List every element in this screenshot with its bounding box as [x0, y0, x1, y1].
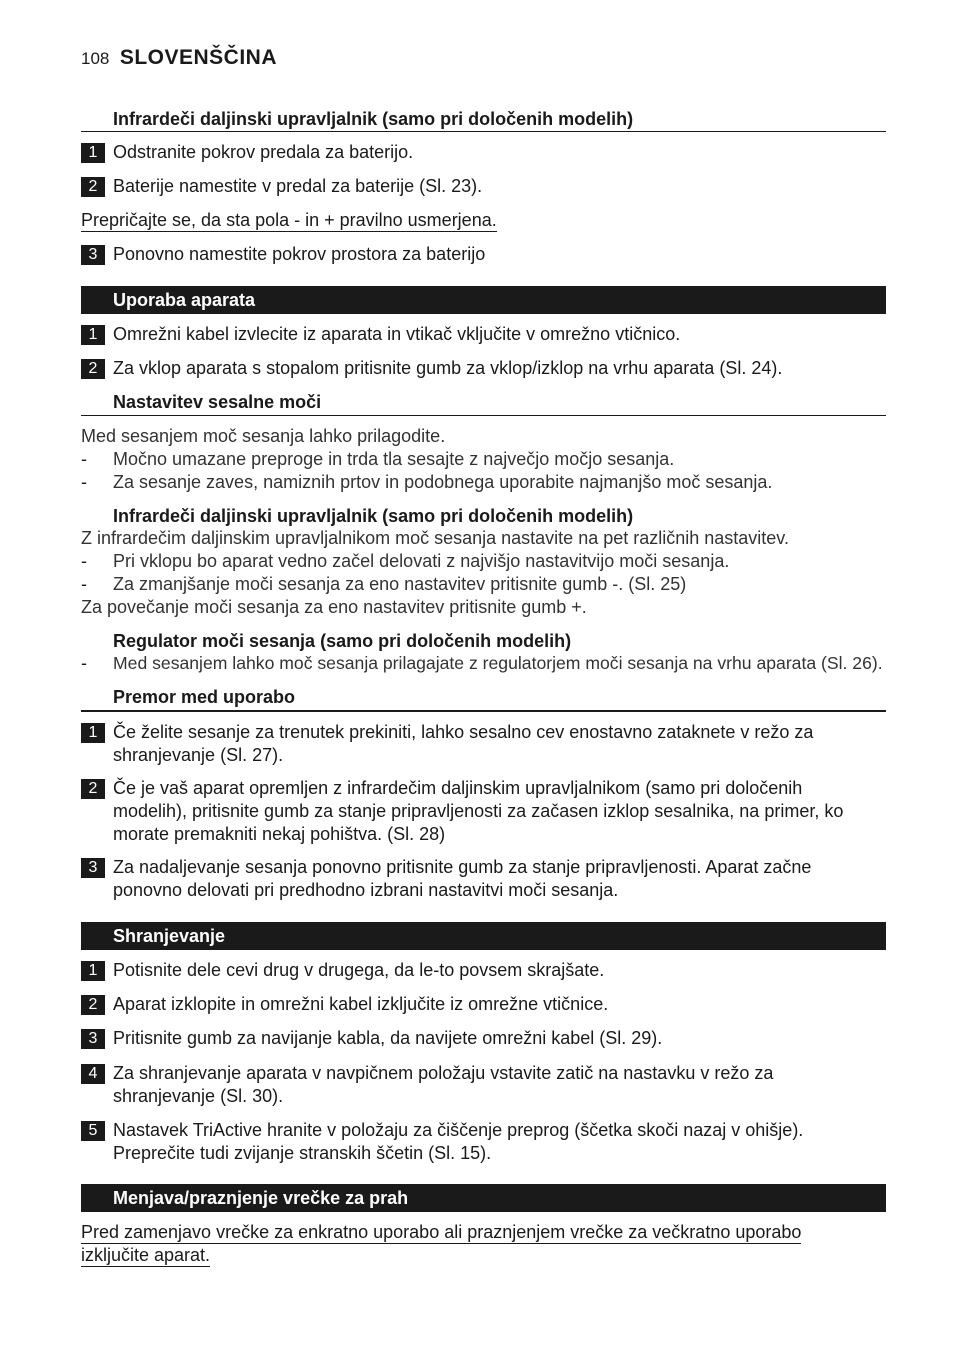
polarity-note	[81, 209, 497, 232]
step-number: 5	[81, 1121, 105, 1141]
bullet-text: Za zmanjšanje moči sesanja za eno nastavitev pritisnite gumb -. (Sl. 25)	[113, 574, 687, 594]
regulator-heading: Regulator moči sesanja (samo pri določenih modelih)	[113, 631, 572, 651]
bullet-text: Za sesanje zaves, namiznih prtov in podobnega uporabite najmanjšo moč sesanja.	[113, 472, 773, 492]
step-text: Pritisnite gumb za navijanje kabla, da navijete omrežni kabel (Sl. 29).	[113, 1028, 663, 1048]
remote-power-outro: Za povečanje moči sesanja za eno nastavitev pritisnite gumb +.	[81, 597, 587, 617]
step-number: 2	[81, 779, 105, 799]
step-text: Za nadaljevanje sesanja ponovno pritisnite gumb za stanje pripravljenosti. Aparat začne ponovno delovati pri predhodno izbrani nastavitvi moči sesanja.	[113, 857, 812, 900]
step-text: Aparat izklopite in omrežni kabel izključite iz omrežne vtičnice.	[113, 994, 609, 1014]
step-text: Odstranite pokrov predala za baterijo.	[113, 142, 414, 162]
heading-rule	[81, 710, 886, 712]
step-text: Če je vaš aparat opremljen z infrardečim daljinskim upravljalnikom (samo pri določenih modelih), pritisnite gumb za stanje pripravljenosti za začasen izklop sesalnika, na primer, ko morate premakniti nekaj pohištva. (Sl. 28)	[113, 778, 844, 844]
step-number: 1	[81, 143, 105, 163]
bullet-dash: -	[81, 449, 87, 469]
step-text: Ponovno namestite pokrov prostora za baterijo	[113, 244, 486, 264]
bullet-text: Močno umazane preproge in trda tla sesajte z največjo močjo sesanja.	[113, 449, 675, 469]
suction-power-heading: Nastavitev sesalne moči	[113, 392, 322, 412]
step-number: 2	[81, 359, 105, 379]
section-bar-storage: Shranjevanje	[81, 922, 886, 950]
bullet-dash: -	[81, 551, 87, 571]
bullet-dash: -	[81, 653, 87, 673]
step-number: 3	[81, 245, 105, 265]
bullet-dash: -	[81, 472, 87, 492]
step-text: Če želite sesanje za trenutek prekiniti, lahko sesalno cev enostavno zataknete v režo za shranjevanje (Sl. 27).	[113, 722, 814, 765]
page-header	[81, 46, 277, 76]
bag-note	[81, 1221, 893, 1267]
step-number: 3	[81, 1029, 105, 1049]
page-number: 108	[81, 49, 110, 68]
heading-rule	[81, 131, 886, 132]
step-number: 2	[81, 995, 105, 1015]
step-text: Za vklop aparata s stopalom pritisnite gumb za vklop/izklop na vrhu aparata (Sl. 24).	[113, 358, 783, 378]
step-text: Za shranjevanje aparata v navpičnem položaju vstavite zatič na nastavku v režo za shranjevanje (Sl. 30).	[113, 1063, 774, 1106]
language-title: SLOVENŠČINA	[119, 46, 278, 69]
pause-heading: Premor med uporabo	[113, 687, 296, 707]
step-number: 1	[81, 961, 105, 981]
step-number: 3	[81, 858, 105, 878]
bullet-dash: -	[81, 574, 87, 594]
section-bar-usage: Uporaba aparata	[81, 286, 886, 314]
step-number: 4	[81, 1064, 105, 1084]
polarity-note-text: Prepričajte se, da sta pola - in + pravilno usmerjena.	[81, 210, 497, 230]
step-text: Omrežni kabel izvlecite iz aparata in vtikač vključite v omrežno vtičnico.	[113, 324, 681, 344]
bag-note-line2: izključite aparat.	[81, 1245, 211, 1265]
remote-power-heading: Infrardeči daljinski upravljalnik (samo pri določenih modelih)	[113, 506, 634, 526]
step-text: Nastavek TriActive hranite v položaju za čiščenje preprog (ščetka skoči nazaj v ohišje). Preprečite tudi zvijanje stranskih ščetin (Sl. 15).	[113, 1120, 804, 1163]
bullet-text: Pri vklopu bo aparat vedno začel delovati z najvišjo nastavitvijo moči sesanja.	[113, 551, 730, 571]
suction-intro: Med sesanjem moč sesanja lahko prilagodite.	[81, 426, 446, 446]
remote-power-intro: Z infrardečim daljinskim upravljalnikom moč sesanja nastavite na pet različnih nastavitev.	[81, 528, 789, 548]
step-text: Baterije namestite v predal za baterije (Sl. 23).	[113, 176, 483, 196]
remote-control-heading: Infrardeči daljinski upravljalnik (samo pri določenih modelih)	[113, 109, 634, 129]
bag-note-line1: Pred zamenjavo vrečke za enkratno uporabo ali praznjenjem vrečke za večkratno uporabo	[81, 1222, 802, 1242]
step-number: 1	[81, 723, 105, 743]
section-bar-bag: Menjava/praznjenje vrečke za prah	[81, 1184, 886, 1212]
bullet-text: Med sesanjem lahko moč sesanja prilagajate z regulatorjem moči sesanja na vrhu aparata (Sl. 26).	[113, 653, 883, 673]
step-number: 1	[81, 325, 105, 345]
heading-rule	[81, 415, 886, 416]
step-number: 2	[81, 177, 105, 197]
step-text: Potisnite dele cevi drug v drugega, da le-to povsem skrajšate.	[113, 960, 605, 980]
